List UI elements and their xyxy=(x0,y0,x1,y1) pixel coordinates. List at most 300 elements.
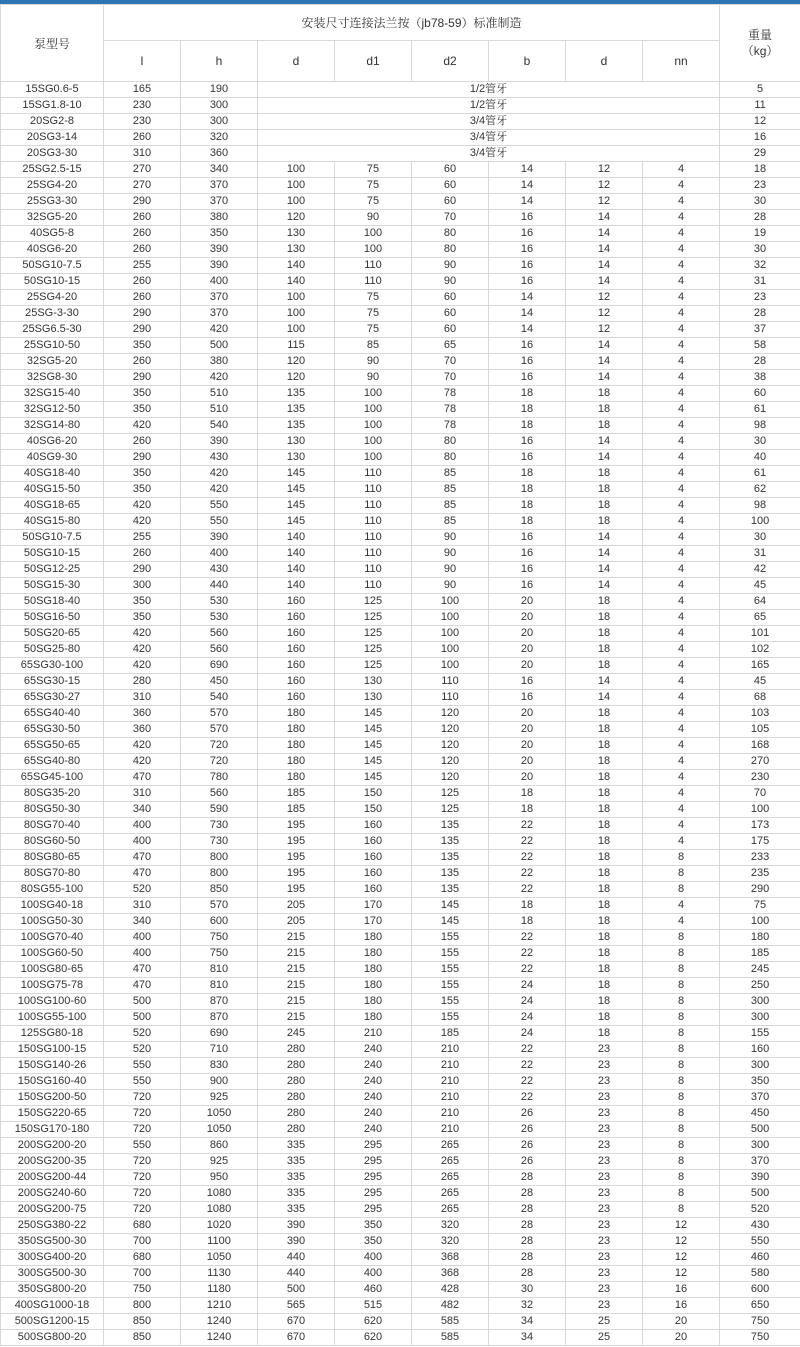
cell-pump-model: 80SG55-100 xyxy=(1,882,104,898)
cell-nn: 4 xyxy=(643,786,720,802)
table-row xyxy=(1,1090,800,1106)
cell-nn: 20 xyxy=(643,1314,720,1330)
cell-d: 130 xyxy=(258,242,335,258)
cell-d-bolt: 18 xyxy=(566,914,643,930)
cell-d: 140 xyxy=(258,274,335,290)
cell-weight: 75 xyxy=(720,898,800,914)
table-row xyxy=(1,914,800,930)
cell-b: 14 xyxy=(489,306,566,322)
cell-nn: 12 xyxy=(643,1234,720,1250)
cell-weight: 70 xyxy=(720,786,800,802)
cell-nn: 4 xyxy=(643,402,720,418)
cell-b: 20 xyxy=(489,626,566,642)
cell-l: 350 xyxy=(104,386,181,402)
cell-pump-model: 80SG70-40 xyxy=(1,818,104,834)
cell-h: 1080 xyxy=(181,1202,258,1218)
cell-h: 1100 xyxy=(181,1234,258,1250)
cell-l: 400 xyxy=(104,930,181,946)
cell-b: 26 xyxy=(489,1138,566,1154)
cell-d: 120 xyxy=(258,370,335,386)
cell-pump-model: 125SG80-18 xyxy=(1,1026,104,1042)
cell-pump-model: 150SG170-180 xyxy=(1,1122,104,1138)
cell-l: 550 xyxy=(104,1138,181,1154)
cell-nn: 4 xyxy=(643,434,720,450)
cell-d-bolt: 18 xyxy=(566,418,643,434)
cell-d2: 80 xyxy=(412,450,489,466)
cell-nn: 8 xyxy=(643,1106,720,1122)
cell-d-bolt: 23 xyxy=(566,1186,643,1202)
cell-d: 140 xyxy=(258,258,335,274)
cell-d2: 60 xyxy=(412,194,489,210)
table-row xyxy=(1,658,800,674)
cell-nn: 8 xyxy=(643,882,720,898)
cell-nn: 4 xyxy=(643,274,720,290)
cell-d-bolt: 23 xyxy=(566,1074,643,1090)
cell-d2: 80 xyxy=(412,242,489,258)
cell-d: 180 xyxy=(258,738,335,754)
cell-d-bolt: 14 xyxy=(566,370,643,386)
cell-d-bolt: 18 xyxy=(566,850,643,866)
table-row xyxy=(1,146,800,162)
cell-d-bolt: 18 xyxy=(566,722,643,738)
cell-d-bolt: 23 xyxy=(566,1122,643,1138)
cell-h: 400 xyxy=(181,274,258,290)
cell-pump-model: 200SG200-35 xyxy=(1,1154,104,1170)
cell-l: 165 xyxy=(104,82,181,98)
cell-d-bolt: 23 xyxy=(566,1154,643,1170)
cell-weight: 173 xyxy=(720,818,800,834)
cell-l: 290 xyxy=(104,194,181,210)
cell-nn: 8 xyxy=(643,1186,720,1202)
cell-b: 18 xyxy=(489,914,566,930)
cell-nn: 20 xyxy=(643,1330,720,1346)
cell-d2: 90 xyxy=(412,274,489,290)
col-header-h: h xyxy=(181,41,258,82)
table-row xyxy=(1,1058,800,1074)
cell-d: 180 xyxy=(258,754,335,770)
cell-d-bolt: 18 xyxy=(566,946,643,962)
cell-h: 730 xyxy=(181,818,258,834)
cell-pump-model: 500SG1200-15 xyxy=(1,1314,104,1330)
cell-d-bolt: 18 xyxy=(566,610,643,626)
cell-b: 24 xyxy=(489,1010,566,1026)
cell-weight: 750 xyxy=(720,1330,800,1346)
cell-l: 360 xyxy=(104,706,181,722)
cell-b: 22 xyxy=(489,866,566,882)
table-row xyxy=(1,722,800,738)
table-row xyxy=(1,754,800,770)
cell-d2: 482 xyxy=(412,1298,489,1314)
cell-d-bolt: 23 xyxy=(566,1218,643,1234)
cell-weight: 250 xyxy=(720,978,800,994)
cell-nn: 8 xyxy=(643,946,720,962)
cell-d2: 135 xyxy=(412,818,489,834)
cell-h: 850 xyxy=(181,882,258,898)
cell-d1: 180 xyxy=(335,978,412,994)
cell-d: 280 xyxy=(258,1058,335,1074)
cell-nn: 4 xyxy=(643,450,720,466)
cell-h: 870 xyxy=(181,1010,258,1026)
cell-l: 280 xyxy=(104,674,181,690)
cell-d: 160 xyxy=(258,674,335,690)
cell-d1: 160 xyxy=(335,834,412,850)
cell-weight: 98 xyxy=(720,418,800,434)
cell-d1: 145 xyxy=(335,722,412,738)
table-row xyxy=(1,306,800,322)
cell-d-bolt: 18 xyxy=(566,1010,643,1026)
cell-b: 16 xyxy=(489,530,566,546)
cell-l: 260 xyxy=(104,354,181,370)
cell-d2: 85 xyxy=(412,466,489,482)
cell-d: 140 xyxy=(258,530,335,546)
cell-b: 24 xyxy=(489,978,566,994)
table-row xyxy=(1,690,800,706)
cell-b: 20 xyxy=(489,610,566,626)
cell-weight: 370 xyxy=(720,1090,800,1106)
cell-d1: 100 xyxy=(335,386,412,402)
cell-d1: 100 xyxy=(335,418,412,434)
cell-pump-model: 150SG220-65 xyxy=(1,1106,104,1122)
table-row xyxy=(1,210,800,226)
cell-l: 680 xyxy=(104,1218,181,1234)
cell-l: 255 xyxy=(104,258,181,274)
cell-d-bolt: 18 xyxy=(566,1026,643,1042)
cell-d1: 100 xyxy=(335,242,412,258)
cell-h: 550 xyxy=(181,498,258,514)
cell-d: 135 xyxy=(258,386,335,402)
cell-d2: 585 xyxy=(412,1314,489,1330)
cell-d2: 265 xyxy=(412,1170,489,1186)
cell-d1: 160 xyxy=(335,882,412,898)
cell-l: 720 xyxy=(104,1202,181,1218)
col-header-b: b xyxy=(489,41,566,82)
cell-h: 1050 xyxy=(181,1122,258,1138)
cell-d2: 155 xyxy=(412,962,489,978)
table-row xyxy=(1,258,800,274)
cell-d-bolt: 12 xyxy=(566,162,643,178)
cell-weight: 500 xyxy=(720,1186,800,1202)
cell-nn: 8 xyxy=(643,962,720,978)
cell-nn: 8 xyxy=(643,978,720,994)
cell-b: 26 xyxy=(489,1122,566,1138)
cell-d1: 180 xyxy=(335,1010,412,1026)
cell-weight: 5 xyxy=(720,82,800,98)
cell-nn: 4 xyxy=(643,242,720,258)
pump-spec-table xyxy=(0,4,800,1346)
cell-l: 350 xyxy=(104,466,181,482)
cell-b: 26 xyxy=(489,1106,566,1122)
cell-b: 22 xyxy=(489,818,566,834)
cell-h: 1240 xyxy=(181,1314,258,1330)
cell-nn: 8 xyxy=(643,850,720,866)
cell-d2: 210 xyxy=(412,1122,489,1138)
cell-h: 720 xyxy=(181,754,258,770)
cell-weight: 290 xyxy=(720,882,800,898)
cell-weight: 155 xyxy=(720,1026,800,1042)
cell-d2: 155 xyxy=(412,946,489,962)
cell-nn: 8 xyxy=(643,866,720,882)
cell-d-bolt: 18 xyxy=(566,386,643,402)
cell-b: 16 xyxy=(489,354,566,370)
cell-pump-model: 80SG60-50 xyxy=(1,834,104,850)
cell-d1: 180 xyxy=(335,962,412,978)
cell-d-bolt: 23 xyxy=(566,1298,643,1314)
cell-pump-model: 300SG400-20 xyxy=(1,1250,104,1266)
cell-h: 370 xyxy=(181,178,258,194)
cell-weight: 165 xyxy=(720,658,800,674)
table-row xyxy=(1,1330,800,1346)
cell-b: 22 xyxy=(489,882,566,898)
cell-pump-model: 50SG16-50 xyxy=(1,610,104,626)
cell-l: 470 xyxy=(104,978,181,994)
cell-h: 530 xyxy=(181,594,258,610)
table-row xyxy=(1,786,800,802)
cell-d-bolt: 14 xyxy=(566,210,643,226)
cell-weight: 270 xyxy=(720,754,800,770)
cell-d: 440 xyxy=(258,1250,335,1266)
cell-weight: 500 xyxy=(720,1122,800,1138)
cell-d: 215 xyxy=(258,1010,335,1026)
cell-d1: 620 xyxy=(335,1314,412,1330)
table-row xyxy=(1,994,800,1010)
cell-pump-model: 80SG35-20 xyxy=(1,786,104,802)
table-row xyxy=(1,498,800,514)
table-row xyxy=(1,1314,800,1330)
cell-d: 195 xyxy=(258,834,335,850)
col-header-d-bolt: d xyxy=(566,41,643,82)
cell-d1: 240 xyxy=(335,1106,412,1122)
cell-pump-model: 32SG5-20 xyxy=(1,354,104,370)
cell-l: 260 xyxy=(104,434,181,450)
cell-l: 720 xyxy=(104,1106,181,1122)
cell-pump-model: 25SG4-20 xyxy=(1,178,104,194)
cell-d-bolt: 18 xyxy=(566,882,643,898)
cell-h: 390 xyxy=(181,530,258,546)
cell-h: 380 xyxy=(181,354,258,370)
cell-l: 310 xyxy=(104,898,181,914)
cell-l: 470 xyxy=(104,770,181,786)
cell-l: 720 xyxy=(104,1170,181,1186)
cell-b: 18 xyxy=(489,482,566,498)
cell-d1: 110 xyxy=(335,258,412,274)
table-row xyxy=(1,930,800,946)
cell-pump-model: 20SG3-14 xyxy=(1,130,104,146)
cell-d: 160 xyxy=(258,626,335,642)
cell-l: 260 xyxy=(104,546,181,562)
cell-d1: 130 xyxy=(335,674,412,690)
cell-d2: 110 xyxy=(412,690,489,706)
table-row xyxy=(1,1282,800,1298)
cell-d1: 295 xyxy=(335,1186,412,1202)
cell-h: 370 xyxy=(181,194,258,210)
cell-nn: 4 xyxy=(643,626,720,642)
cell-h: 560 xyxy=(181,626,258,642)
cell-pipe-thread: 3/4管牙 xyxy=(258,146,720,162)
cell-l: 850 xyxy=(104,1330,181,1346)
cell-l: 850 xyxy=(104,1314,181,1330)
cell-pump-model: 50SG20-65 xyxy=(1,626,104,642)
cell-d2: 185 xyxy=(412,1026,489,1042)
cell-d1: 180 xyxy=(335,946,412,962)
cell-h: 500 xyxy=(181,338,258,354)
table-row xyxy=(1,850,800,866)
cell-b: 20 xyxy=(489,770,566,786)
cell-d-bolt: 14 xyxy=(566,258,643,274)
cell-b: 24 xyxy=(489,1026,566,1042)
cell-nn: 8 xyxy=(643,1090,720,1106)
cell-d1: 75 xyxy=(335,306,412,322)
cell-d2: 155 xyxy=(412,978,489,994)
cell-d2: 90 xyxy=(412,546,489,562)
cell-d1: 180 xyxy=(335,994,412,1010)
cell-b: 16 xyxy=(489,226,566,242)
cell-b: 34 xyxy=(489,1330,566,1346)
cell-d: 440 xyxy=(258,1266,335,1282)
weight-label: 重量 xyxy=(748,28,773,42)
cell-d1: 75 xyxy=(335,194,412,210)
cell-h: 925 xyxy=(181,1090,258,1106)
cell-nn: 8 xyxy=(643,994,720,1010)
cell-d2: 110 xyxy=(412,674,489,690)
cell-nn: 4 xyxy=(643,722,720,738)
cell-pump-model: 65SG40-40 xyxy=(1,706,104,722)
cell-d2: 120 xyxy=(412,754,489,770)
cell-d1: 110 xyxy=(335,578,412,594)
cell-d-bolt: 14 xyxy=(566,354,643,370)
cell-d-bolt: 18 xyxy=(566,706,643,722)
cell-d-bolt: 18 xyxy=(566,754,643,770)
cell-weight: 61 xyxy=(720,466,800,482)
cell-nn: 4 xyxy=(643,706,720,722)
cell-pump-model: 40SG9-30 xyxy=(1,450,104,466)
cell-h: 550 xyxy=(181,514,258,530)
cell-d2: 585 xyxy=(412,1330,489,1346)
cell-nn: 4 xyxy=(643,514,720,530)
cell-d-bolt: 18 xyxy=(566,594,643,610)
cell-h: 370 xyxy=(181,306,258,322)
cell-h: 380 xyxy=(181,210,258,226)
cell-b: 14 xyxy=(489,194,566,210)
cell-l: 420 xyxy=(104,498,181,514)
cell-d: 185 xyxy=(258,786,335,802)
cell-d: 390 xyxy=(258,1234,335,1250)
cell-d2: 78 xyxy=(412,418,489,434)
col-header-d1: d1 xyxy=(335,41,412,82)
table-row xyxy=(1,130,800,146)
cell-d: 145 xyxy=(258,498,335,514)
cell-h: 420 xyxy=(181,322,258,338)
cell-d2: 155 xyxy=(412,994,489,1010)
table-header xyxy=(1,5,800,82)
table-row xyxy=(1,978,800,994)
cell-pump-model: 40SG15-50 xyxy=(1,482,104,498)
cell-d2: 60 xyxy=(412,178,489,194)
cell-pump-model: 100SG75-78 xyxy=(1,978,104,994)
cell-d: 195 xyxy=(258,866,335,882)
cell-h: 900 xyxy=(181,1074,258,1090)
cell-nn: 4 xyxy=(643,834,720,850)
cell-l: 260 xyxy=(104,226,181,242)
cell-pump-model: 80SG50-30 xyxy=(1,802,104,818)
cell-d1: 75 xyxy=(335,178,412,194)
cell-b: 26 xyxy=(489,1154,566,1170)
cell-pump-model: 50SG18-40 xyxy=(1,594,104,610)
cell-weight: 300 xyxy=(720,994,800,1010)
cell-weight: 100 xyxy=(720,914,800,930)
cell-nn: 4 xyxy=(643,690,720,706)
table-row xyxy=(1,706,800,722)
cell-b: 14 xyxy=(489,178,566,194)
cell-h: 370 xyxy=(181,290,258,306)
cell-d2: 155 xyxy=(412,1010,489,1026)
cell-d1: 125 xyxy=(335,610,412,626)
cell-pump-model: 25SG3-30 xyxy=(1,194,104,210)
table-row xyxy=(1,226,800,242)
cell-d-bolt: 12 xyxy=(566,178,643,194)
cell-d1: 350 xyxy=(335,1218,412,1234)
cell-weight: 103 xyxy=(720,706,800,722)
cell-d1: 125 xyxy=(335,594,412,610)
cell-d-bolt: 23 xyxy=(566,1042,643,1058)
cell-h: 780 xyxy=(181,770,258,786)
cell-l: 420 xyxy=(104,754,181,770)
cell-pump-model: 100SG40-18 xyxy=(1,898,104,914)
cell-d2: 65 xyxy=(412,338,489,354)
cell-h: 440 xyxy=(181,578,258,594)
cell-d1: 145 xyxy=(335,738,412,754)
cell-d: 180 xyxy=(258,706,335,722)
cell-nn: 12 xyxy=(643,1266,720,1282)
cell-d1: 180 xyxy=(335,930,412,946)
cell-nn: 4 xyxy=(643,338,720,354)
cell-d1: 110 xyxy=(335,562,412,578)
cell-h: 360 xyxy=(181,146,258,162)
cell-d1: 125 xyxy=(335,642,412,658)
table-row xyxy=(1,178,800,194)
table-row xyxy=(1,1202,800,1218)
cell-d-bolt: 18 xyxy=(566,930,643,946)
cell-nn: 4 xyxy=(643,658,720,674)
cell-pump-model: 20SG3-30 xyxy=(1,146,104,162)
cell-l: 260 xyxy=(104,210,181,226)
cell-pipe-thread: 1/2管牙 xyxy=(258,98,720,114)
cell-h: 750 xyxy=(181,930,258,946)
col-header-d: d xyxy=(258,41,335,82)
cell-nn: 12 xyxy=(643,1250,720,1266)
cell-l: 420 xyxy=(104,418,181,434)
table-row xyxy=(1,578,800,594)
cell-pump-model: 500SG800-20 xyxy=(1,1330,104,1346)
table-row xyxy=(1,818,800,834)
cell-l: 550 xyxy=(104,1058,181,1074)
cell-pump-model: 80SG80-65 xyxy=(1,850,104,866)
cell-b: 30 xyxy=(489,1282,566,1298)
table-row xyxy=(1,450,800,466)
cell-d1: 130 xyxy=(335,690,412,706)
cell-l: 290 xyxy=(104,450,181,466)
cell-d-bolt: 12 xyxy=(566,322,643,338)
cell-d2: 60 xyxy=(412,290,489,306)
cell-weight: 19 xyxy=(720,226,800,242)
cell-d2: 210 xyxy=(412,1106,489,1122)
cell-weight: 45 xyxy=(720,578,800,594)
cell-l: 520 xyxy=(104,1026,181,1042)
cell-b: 28 xyxy=(489,1266,566,1282)
cell-nn: 4 xyxy=(643,418,720,434)
cell-weight: 11 xyxy=(720,98,800,114)
cell-d1: 145 xyxy=(335,754,412,770)
cell-b: 16 xyxy=(489,450,566,466)
